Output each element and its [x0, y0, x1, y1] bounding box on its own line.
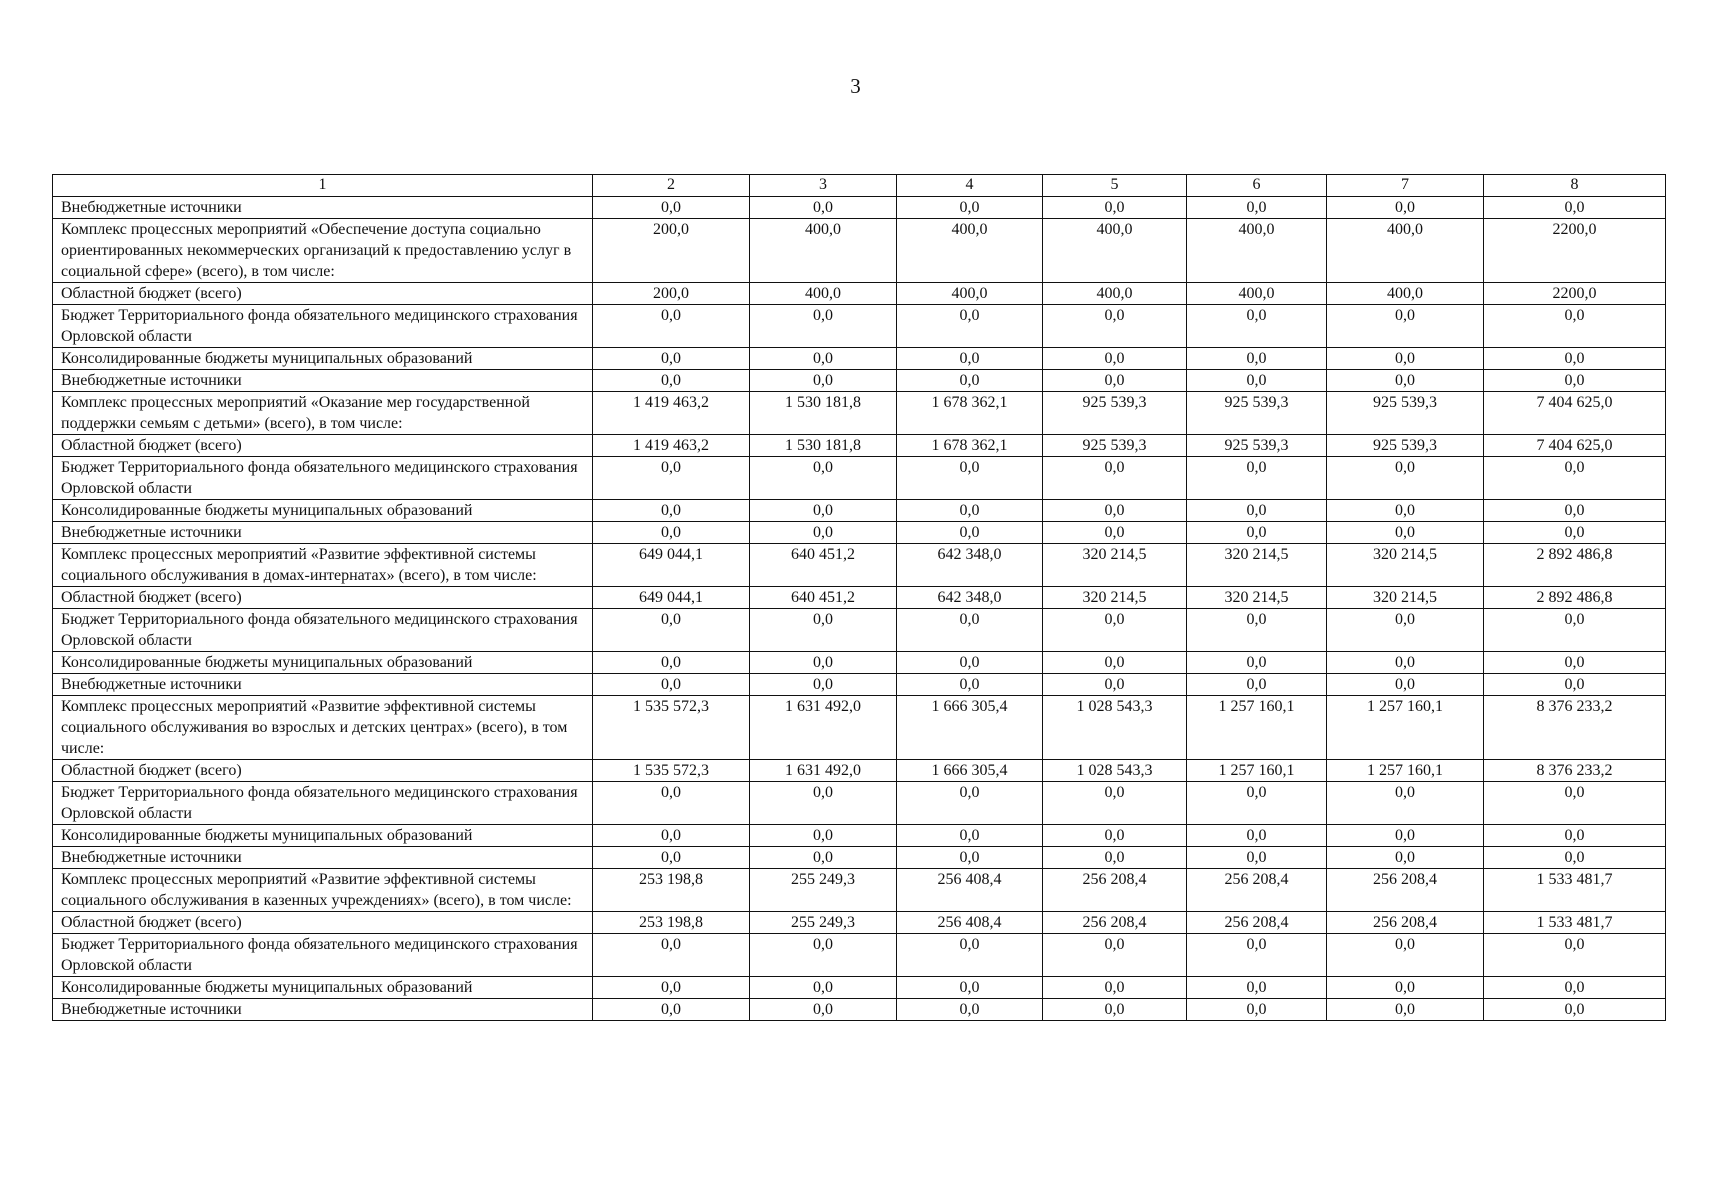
row-label: Бюджет Территориального фонда обязательного медицинского страхования Орловской области: [53, 457, 593, 500]
row-value: 2200,0: [1484, 283, 1666, 305]
row-value: 0,0: [1484, 197, 1666, 219]
row-value: 256 408,4: [897, 869, 1043, 912]
row-value: 0,0: [1327, 652, 1484, 674]
row-label: Бюджет Территориального фонда обязательного медицинского страхования Орловской области: [53, 305, 593, 348]
row-value: 400,0: [1043, 283, 1187, 305]
row-value: 0,0: [1043, 370, 1187, 392]
row-value: 0,0: [1187, 370, 1327, 392]
row-value: 0,0: [1187, 500, 1327, 522]
row-label: Областной бюджет (всего): [53, 283, 593, 305]
row-value: 400,0: [897, 283, 1043, 305]
row-value: 400,0: [1187, 283, 1327, 305]
row-value: 1 631 492,0: [750, 696, 897, 760]
row-value: 0,0: [1043, 500, 1187, 522]
row-value: 0,0: [750, 522, 897, 544]
row-value: 0,0: [1484, 934, 1666, 977]
row-value: 0,0: [897, 847, 1043, 869]
row-value: 1 530 181,8: [750, 392, 897, 435]
row-value: 0,0: [593, 348, 750, 370]
row-value: 0,0: [750, 825, 897, 847]
row-value: 925 539,3: [1327, 392, 1484, 435]
row-value: 256 208,4: [1327, 869, 1484, 912]
row-value: 0,0: [593, 370, 750, 392]
row-value: 0,0: [1484, 457, 1666, 500]
row-value: 0,0: [1043, 674, 1187, 696]
row-value: 0,0: [593, 847, 750, 869]
row-value: 400,0: [897, 219, 1043, 283]
row-label: Бюджет Территориального фонда обязательного медицинского страхования Орловской области: [53, 609, 593, 652]
row-value: 0,0: [1327, 457, 1484, 500]
row-value: 0,0: [1043, 782, 1187, 825]
row-value: 0,0: [1187, 782, 1327, 825]
row-value: 0,0: [897, 522, 1043, 544]
row-label: Комплекс процессных мероприятий «Оказание мер государственной поддержки семьям с детьми» (всего), в том числе:: [53, 392, 593, 435]
table-row: [53, 522, 1666, 544]
row-value: 320 214,5: [1327, 544, 1484, 587]
row-value: 8 376 233,2: [1484, 696, 1666, 760]
row-value: 0,0: [593, 674, 750, 696]
row-value: 0,0: [1187, 652, 1327, 674]
row-value: 1 257 160,1: [1187, 760, 1327, 782]
table-row: [53, 825, 1666, 847]
row-value: 925 539,3: [1187, 435, 1327, 457]
row-value: 1 533 481,7: [1484, 912, 1666, 934]
row-value: 1 678 362,1: [897, 435, 1043, 457]
table-row: [53, 760, 1666, 782]
row-value: 8 376 233,2: [1484, 760, 1666, 782]
row-value: 640 451,2: [750, 544, 897, 587]
row-value: 0,0: [1187, 934, 1327, 977]
row-value: 925 539,3: [1187, 392, 1327, 435]
row-value: 1 678 362,1: [897, 392, 1043, 435]
row-value: 256 208,4: [1043, 869, 1187, 912]
column-header: 8: [1484, 175, 1666, 197]
row-label: Консолидированные бюджеты муниципальных образований: [53, 977, 593, 999]
table-row: [53, 652, 1666, 674]
row-value: 253 198,8: [593, 869, 750, 912]
row-value: 0,0: [1327, 197, 1484, 219]
row-value: 0,0: [593, 197, 750, 219]
row-value: 320 214,5: [1187, 544, 1327, 587]
row-value: 642 348,0: [897, 587, 1043, 609]
row-value: 0,0: [1327, 999, 1484, 1021]
row-label: Областной бюджет (всего): [53, 587, 593, 609]
row-value: 0,0: [1484, 847, 1666, 869]
row-label: Консолидированные бюджеты муниципальных образований: [53, 500, 593, 522]
row-value: 0,0: [1043, 934, 1187, 977]
row-value: 0,0: [1484, 609, 1666, 652]
row-label: Внебюджетные источники: [53, 370, 593, 392]
row-value: 0,0: [750, 197, 897, 219]
row-value: 0,0: [1187, 977, 1327, 999]
row-value: 925 539,3: [1043, 435, 1187, 457]
row-value: 0,0: [1187, 457, 1327, 500]
row-value: 0,0: [897, 609, 1043, 652]
row-value: 642 348,0: [897, 544, 1043, 587]
row-value: 1 533 481,7: [1484, 869, 1666, 912]
table-row: [53, 587, 1666, 609]
table-row: [53, 197, 1666, 219]
row-value: 0,0: [1327, 305, 1484, 348]
row-value: 0,0: [1187, 522, 1327, 544]
row-value: 0,0: [1187, 847, 1327, 869]
table-row: [53, 544, 1666, 587]
row-value: 0,0: [1484, 652, 1666, 674]
row-value: 0,0: [897, 457, 1043, 500]
table-row: [53, 912, 1666, 934]
row-value: 0,0: [1187, 999, 1327, 1021]
row-value: 320 214,5: [1327, 587, 1484, 609]
row-value: 0,0: [1327, 847, 1484, 869]
row-value: 320 214,5: [1043, 587, 1187, 609]
table-row: [53, 782, 1666, 825]
table-body: [53, 197, 1666, 1021]
row-value: 0,0: [1327, 522, 1484, 544]
row-value: 0,0: [593, 500, 750, 522]
row-label: Консолидированные бюджеты муниципальных образований: [53, 348, 593, 370]
row-value: 0,0: [593, 305, 750, 348]
row-value: 253 198,8: [593, 912, 750, 934]
row-label: Консолидированные бюджеты муниципальных образований: [53, 825, 593, 847]
row-value: 0,0: [1327, 609, 1484, 652]
column-header: 6: [1187, 175, 1327, 197]
row-value: 1 028 543,3: [1043, 760, 1187, 782]
row-value: 1 666 305,4: [897, 696, 1043, 760]
row-value: 0,0: [897, 934, 1043, 977]
row-value: 0,0: [897, 197, 1043, 219]
row-label: Бюджет Территориального фонда обязательного медицинского страхования Орловской области: [53, 782, 593, 825]
row-value: 0,0: [1187, 609, 1327, 652]
row-value: 0,0: [750, 782, 897, 825]
row-value: 320 214,5: [1187, 587, 1327, 609]
row-value: 649 044,1: [593, 544, 750, 587]
table-row: [53, 457, 1666, 500]
row-value: 0,0: [1327, 348, 1484, 370]
row-value: 649 044,1: [593, 587, 750, 609]
row-label: Консолидированные бюджеты муниципальных образований: [53, 652, 593, 674]
row-value: 0,0: [1187, 674, 1327, 696]
row-value: 0,0: [750, 457, 897, 500]
row-value: 1 535 572,3: [593, 760, 750, 782]
row-label: Комплекс процессных мероприятий «Развитие эффективной системы социального обслуживания в домах-интернатах» (всего), в том числе:: [53, 544, 593, 587]
row-value: 0,0: [750, 348, 897, 370]
row-value: 0,0: [593, 457, 750, 500]
row-value: 1 257 160,1: [1187, 696, 1327, 760]
column-header: 4: [897, 175, 1043, 197]
row-value: 0,0: [1484, 977, 1666, 999]
table-row: [53, 934, 1666, 977]
row-value: 1 257 160,1: [1327, 696, 1484, 760]
row-value: 2200,0: [1484, 219, 1666, 283]
column-header: 7: [1327, 175, 1484, 197]
row-value: 0,0: [897, 977, 1043, 999]
row-value: 0,0: [593, 825, 750, 847]
row-value: 0,0: [1043, 197, 1187, 219]
row-value: 2 892 486,8: [1484, 544, 1666, 587]
row-value: 0,0: [1327, 977, 1484, 999]
row-value: 400,0: [750, 283, 897, 305]
row-value: 256 208,4: [1187, 912, 1327, 934]
row-value: 640 451,2: [750, 587, 897, 609]
table-row: [53, 847, 1666, 869]
row-value: 256 208,4: [1043, 912, 1187, 934]
table-row: [53, 283, 1666, 305]
row-value: 0,0: [1043, 977, 1187, 999]
table-row: [53, 999, 1666, 1021]
row-label: Внебюджетные источники: [53, 674, 593, 696]
row-label: Комплекс процессных мероприятий «Обеспечение доступа социально ориентированных некоммерческих организаций к предоставлению услуг в социальной сфере» (всего), в том числе:: [53, 219, 593, 283]
row-value: 2 892 486,8: [1484, 587, 1666, 609]
row-value: 0,0: [1043, 847, 1187, 869]
row-value: 0,0: [750, 934, 897, 977]
row-value: 0,0: [1484, 782, 1666, 825]
column-header: 3: [750, 175, 897, 197]
row-value: 0,0: [1043, 305, 1187, 348]
row-value: 0,0: [1327, 782, 1484, 825]
table-row: [53, 435, 1666, 457]
table-row: [53, 609, 1666, 652]
row-value: 0,0: [1327, 500, 1484, 522]
table-row: [53, 674, 1666, 696]
row-value: 0,0: [897, 348, 1043, 370]
row-value: 7 404 625,0: [1484, 392, 1666, 435]
row-value: 0,0: [1484, 674, 1666, 696]
row-value: 256 208,4: [1187, 869, 1327, 912]
row-value: 0,0: [593, 999, 750, 1021]
header-row: [53, 175, 1666, 197]
row-value: 0,0: [1327, 934, 1484, 977]
row-value: 1 419 463,2: [593, 392, 750, 435]
row-value: 0,0: [750, 305, 897, 348]
row-label: Внебюджетные источники: [53, 522, 593, 544]
row-value: 1 257 160,1: [1327, 760, 1484, 782]
row-value: 0,0: [1187, 825, 1327, 847]
row-value: 400,0: [1187, 219, 1327, 283]
row-value: 255 249,3: [750, 912, 897, 934]
row-value: 0,0: [897, 782, 1043, 825]
row-value: 0,0: [1043, 999, 1187, 1021]
row-value: 0,0: [1327, 825, 1484, 847]
row-value: 0,0: [593, 782, 750, 825]
row-value: 1 666 305,4: [897, 760, 1043, 782]
table-row: [53, 305, 1666, 348]
row-value: 0,0: [1043, 457, 1187, 500]
row-value: 0,0: [1187, 305, 1327, 348]
row-value: 0,0: [897, 500, 1043, 522]
row-value: 0,0: [750, 500, 897, 522]
row-value: 0,0: [1043, 652, 1187, 674]
row-value: 0,0: [750, 999, 897, 1021]
row-value: 255 249,3: [750, 869, 897, 912]
page-number: 3: [850, 74, 861, 98]
row-value: 1 419 463,2: [593, 435, 750, 457]
row-value: 0,0: [1484, 305, 1666, 348]
row-value: 0,0: [1043, 609, 1187, 652]
row-value: 0,0: [593, 652, 750, 674]
column-header: 2: [593, 175, 750, 197]
table-row: [53, 977, 1666, 999]
row-label: Внебюджетные источники: [53, 999, 593, 1021]
row-value: 0,0: [897, 825, 1043, 847]
row-value: 0,0: [897, 305, 1043, 348]
table-row: [53, 219, 1666, 283]
row-value: 1 028 543,3: [1043, 696, 1187, 760]
row-value: 0,0: [593, 609, 750, 652]
row-value: 0,0: [897, 999, 1043, 1021]
row-value: 256 408,4: [897, 912, 1043, 934]
column-header: 1: [53, 175, 593, 197]
row-value: 0,0: [1043, 522, 1187, 544]
row-value: 0,0: [1484, 348, 1666, 370]
row-value: 1 530 181,8: [750, 435, 897, 457]
row-value: 400,0: [1327, 219, 1484, 283]
row-value: 0,0: [750, 370, 897, 392]
row-value: 0,0: [897, 652, 1043, 674]
row-label: Внебюджетные источники: [53, 197, 593, 219]
row-label: Областной бюджет (всего): [53, 912, 593, 934]
row-value: 0,0: [750, 847, 897, 869]
row-label: Областной бюджет (всего): [53, 435, 593, 457]
row-value: 7 404 625,0: [1484, 435, 1666, 457]
row-value: 0,0: [593, 934, 750, 977]
row-value: 0,0: [1484, 522, 1666, 544]
row-value: 0,0: [1327, 370, 1484, 392]
row-value: 0,0: [1327, 674, 1484, 696]
row-value: 925 539,3: [1327, 435, 1484, 457]
budget-table: [52, 174, 1666, 1021]
row-value: 0,0: [897, 370, 1043, 392]
row-value: 0,0: [750, 609, 897, 652]
row-value: 0,0: [593, 977, 750, 999]
row-value: 400,0: [1043, 219, 1187, 283]
row-value: 0,0: [750, 652, 897, 674]
row-value: 0,0: [1484, 825, 1666, 847]
row-value: 400,0: [750, 219, 897, 283]
row-label: Комплекс процессных мероприятий «Развитие эффективной системы социального обслуживания во взрослых и детских центрах» (всего), в том числе:: [53, 696, 593, 760]
row-value: 1 631 492,0: [750, 760, 897, 782]
row-value: 0,0: [1484, 370, 1666, 392]
row-value: 0,0: [1187, 197, 1327, 219]
row-value: 0,0: [750, 674, 897, 696]
row-value: 925 539,3: [1043, 392, 1187, 435]
table-row: [53, 348, 1666, 370]
table-row: [53, 696, 1666, 760]
row-value: 0,0: [1484, 500, 1666, 522]
table-row: [53, 869, 1666, 912]
row-value: 200,0: [593, 283, 750, 305]
row-label: Бюджет Территориального фонда обязательного медицинского страхования Орловской области: [53, 934, 593, 977]
row-value: 0,0: [1484, 999, 1666, 1021]
row-value: 0,0: [750, 977, 897, 999]
row-label: Областной бюджет (всего): [53, 760, 593, 782]
table-row: [53, 370, 1666, 392]
table-row: [53, 500, 1666, 522]
table-row: [53, 392, 1666, 435]
row-label: Внебюджетные источники: [53, 847, 593, 869]
row-value: 0,0: [1043, 825, 1187, 847]
row-value: 200,0: [593, 219, 750, 283]
row-value: 1 535 572,3: [593, 696, 750, 760]
row-value: 256 208,4: [1327, 912, 1484, 934]
column-header: 5: [1043, 175, 1187, 197]
row-label: Комплекс процессных мероприятий «Развитие эффективной системы социального обслуживания в казенных учреждениях» (всего), в том числе:: [53, 869, 593, 912]
row-value: 400,0: [1327, 283, 1484, 305]
row-value: 320 214,5: [1043, 544, 1187, 587]
row-value: 0,0: [1043, 348, 1187, 370]
row-value: 0,0: [593, 522, 750, 544]
row-value: 0,0: [897, 674, 1043, 696]
row-value: 0,0: [1187, 348, 1327, 370]
